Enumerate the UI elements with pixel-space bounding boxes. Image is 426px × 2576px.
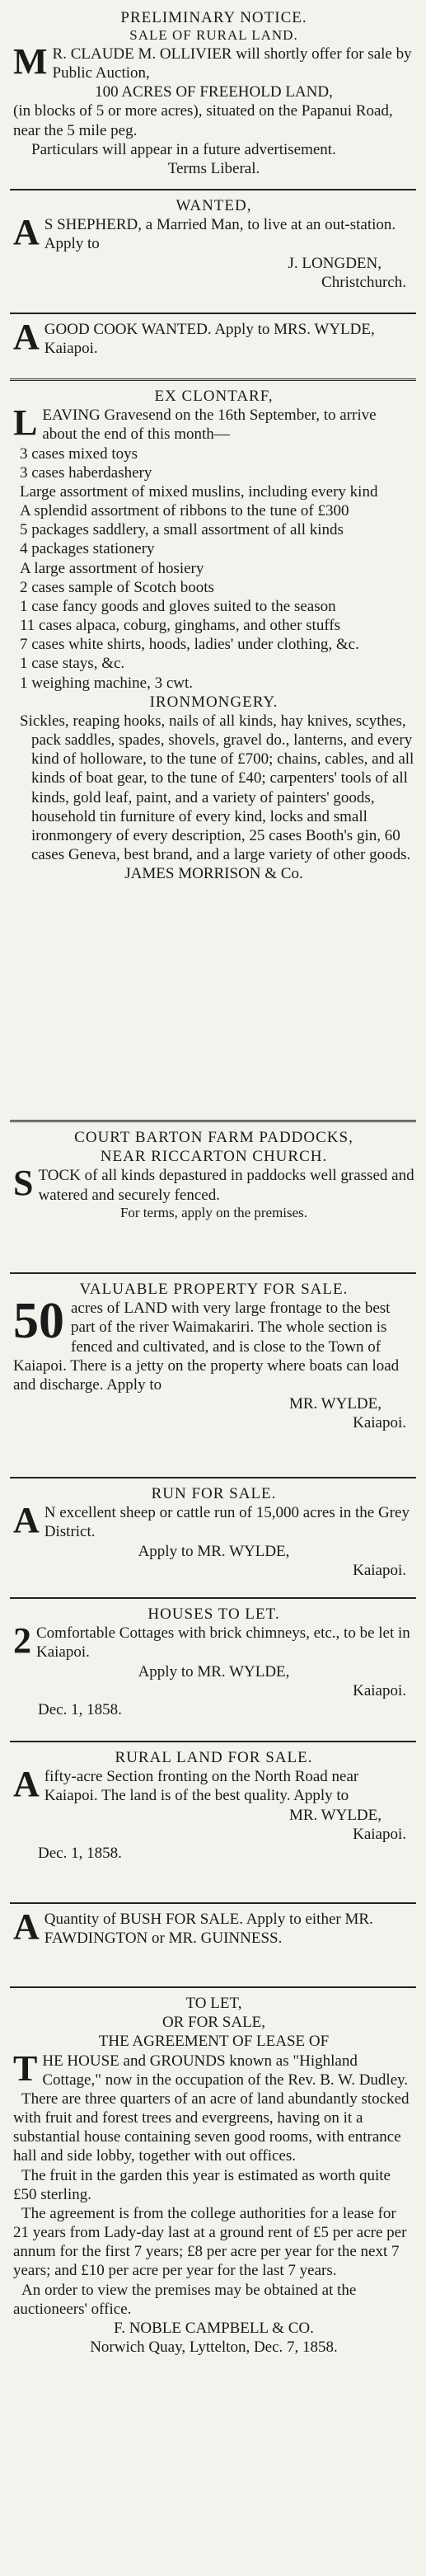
divider	[10, 378, 416, 381]
ad-paragraph: There are three quarters of an acre of land abundantly stocked with fruit and forest trees and evergreens, having on it a substantial house containing seven good rooms, with entrance hall and side lobby, together with out offices.	[13, 2089, 410, 2165]
list-item: 3 cases haberdashery	[20, 463, 152, 482]
ad-title: RUN FOR SALE.	[151, 1485, 277, 1502]
list-item: 5 packages saddlery, a small assortment of all kinds	[20, 521, 344, 539]
list-item: 11 cases alpaca, coburg, ginghams, and other stuffs	[20, 617, 341, 635]
ad-body: acres of LAND with very large frontage to the best part of the river Waimakariri. The whole section is fenced and cultivated, and is close to the Town of Kaiapoi. There is a jetty on the property where boats can load and discharge. Apply to	[13, 1300, 400, 1394]
divider	[10, 189, 416, 190]
divider	[10, 1741, 416, 1742]
ad-body: EAVING Gravesend on the 16th September, to arrive about the end of this month—	[42, 407, 377, 444]
ad-title: PRELIMINARY NOTICE.	[120, 9, 307, 26]
ad-valuable-property	[8, 1276, 418, 1474]
ad-body-3: Particulars will appear in a future advertisement.	[31, 140, 336, 158]
ad-place: Kaiapoi.	[353, 1561, 406, 1579]
ad-body: HE HOUSE and GROUNDS known as "Highland Cottage," now in the occupation of the Rev. B. W. Dudley.	[42, 2052, 409, 2089]
list-item: 1 case fancy goods and gloves suited to the season	[20, 597, 336, 615]
divider	[10, 1272, 416, 1274]
ad-date: Dec. 1, 1858.	[38, 1844, 122, 1862]
ad-body: S SHEPHERD, a Married Man, to live at an out-station. Apply to	[44, 216, 396, 253]
ad-lease-highland-cottage	[8, 1991, 418, 2362]
section-heading: IRONMONGERY.	[149, 693, 279, 711]
ad-paragraph: The agreement is from the college authorities for a lease for 21 years from Lady-day last at a ground rent of £5 per acre per annum for the first 7 years; £8 per acre per year for the next 7 years; and £10 per acre per year for the last 7 years.	[13, 2204, 407, 2280]
ad-run-for-sale	[8, 1481, 418, 1595]
ad-subtitle: NEAR RICCARTON CHURCH.	[100, 1148, 328, 1166]
ad-body: GOOD COOK WANTED. Apply to MRS. WYLDE, Kaiapoi.	[44, 321, 375, 358]
list-item: Large assortment of mixed muslins, including every kind	[20, 482, 378, 501]
divider	[10, 1986, 416, 1988]
drop-cap: M	[13, 40, 48, 82]
ad-signer: F. NOBLE CAMPBELL & CO.	[114, 2319, 314, 2337]
drop-cap: L	[13, 402, 38, 444]
list-item: 1 weighing machine, 3 cwt.	[20, 674, 194, 692]
drop-cap: A	[13, 1906, 40, 1947]
ad-title-3: THE AGREEMENT OF LEASE OF	[98, 2033, 330, 2051]
ad-title: EX CLONTARF,	[154, 388, 274, 405]
ad-address: Norwich Quay, Lyttelton, Dec. 7, 1858.	[90, 2339, 338, 2357]
newspaper-column	[8, 0, 418, 2362]
ad-body: fifty-acre Section fronting on the North Road near Kaiapoi. The land is of the best quality. Apply to	[44, 1768, 359, 1805]
ad-signer: MR. WYLDE,	[288, 1806, 382, 1824]
ad-body: Comfortable Cottages with brick chimneys, etc., to be let in Kaiapoi.	[36, 1624, 410, 1662]
ad-ex-clontarf	[8, 383, 418, 1117]
list-item: 2 cases sample of Scotch boots	[20, 578, 214, 596]
list-item: A splendid assortment of ribbons to the tune of £300	[20, 502, 349, 520]
drop-cap: T	[13, 2047, 38, 2089]
ad-rural-land	[8, 1745, 418, 1900]
ad-date: Dec. 1, 1858.	[38, 1700, 122, 1718]
ad-apply: Apply to MR. WYLDE,	[138, 1542, 290, 1560]
ad-title: WANTED,	[176, 197, 252, 214]
ad-title: COURT BARTON FARM PADDOCKS,	[74, 1129, 353, 1146]
ad-terms: For terms, apply on the premises.	[119, 1204, 308, 1220]
list-item: 7 cases white shirts, hoods, ladies' under clothing, &c.	[20, 636, 359, 654]
ad-bush-for-sale	[8, 1906, 418, 1984]
ad-place: Kaiapoi.	[353, 1825, 406, 1843]
ad-houses-to-let	[8, 1601, 418, 1738]
ad-signer: JAMES MORRISON & Co.	[124, 865, 303, 883]
ad-signer: J. LONGDEN,	[288, 254, 382, 272]
ad-apply: Apply to MR. WYLDE,	[138, 1662, 290, 1681]
ad-body: Quantity of BUSH FOR SALE. Apply to either MR. FAWDINGTON or MR. GUINNESS.	[44, 1911, 373, 1948]
ad-terms: Terms Liberal.	[167, 159, 260, 177]
drop-cap: A	[13, 212, 40, 253]
ad-title-2: OR FOR SALE,	[162, 2014, 266, 2032]
divider	[10, 313, 416, 314]
drop-cap: A	[13, 1500, 40, 1541]
drop-cap: A	[13, 317, 40, 357]
list-item: 4 packages stationery	[20, 540, 155, 558]
ad-good-cook	[8, 317, 418, 376]
ad-subtitle: SALE OF RURAL LAND.	[129, 27, 298, 44]
list-item: A large assortment of hosiery	[20, 559, 204, 577]
drop-cap: 2	[13, 1620, 31, 1662]
divider	[10, 1597, 416, 1599]
ad-title: RURAL LAND FOR SALE.	[115, 1749, 313, 1766]
ad-wanted-shepherd	[8, 193, 418, 310]
list-item: 1 case stays, &c.	[20, 655, 125, 673]
divider	[10, 1477, 416, 1478]
ad-paragraph: The fruit in the garden this year is estimated as worth quite £50 sterling.	[13, 2166, 391, 2203]
ad-place: Kaiapoi.	[353, 1681, 406, 1699]
ad-paragraph: An order to view the premises may be obtained at the auctioneers' office.	[13, 2281, 357, 2318]
ad-place: Christchurch.	[321, 273, 406, 291]
ironmongery-text: Sickles, reaping hooks, nails of all kinds, hay knives, scythes, pack saddles, spades, shovels, gravel do., lanterns, and every kind of holloware, to the tune of £700; chains, cables, and all kinds of boat gear, to the tune of £40; carpenters' tools of all kinds, gold leaf, paint, and a variety of painters' goods, household tin furniture of every kind, locks and small ironmongery of every description, 25 cases Booth's gin, 60 cases Geneva, best brand, and a large variety of other goods.	[20, 712, 414, 864]
drop-cap: A	[13, 1764, 40, 1805]
ad-title: HOUSES TO LET.	[147, 1605, 280, 1623]
ad-body-2: (in blocks of 5 or more acres), situated on the Papanui Road, near the 5 mile peg.	[13, 102, 393, 139]
ad-body: N excellent sheep or cattle run of 15,000 acres in the Grey District.	[44, 1504, 410, 1541]
divider	[10, 1902, 416, 1904]
ad-place: Kaiapoi.	[353, 1414, 406, 1432]
divider	[10, 1120, 416, 1122]
ad-body: R. CLAUDE M. OLLIVIER will shortly offer for sale by Public Auction,	[52, 45, 412, 82]
ad-signer: MR. WYLDE,	[288, 1395, 382, 1413]
drop-cap: S	[13, 1163, 34, 1204]
list-item: 3 cases mixed toys	[20, 444, 138, 463]
goods-list	[13, 444, 414, 693]
ad-title: TO LET,	[185, 1995, 242, 2012]
ad-title: VALUABLE PROPERTY FOR SALE.	[79, 1281, 349, 1298]
ad-headline: 100 ACRES OF FREEHOLD LAND,	[95, 83, 333, 101]
ad-court-barton	[8, 1125, 418, 1270]
ad-preliminary-notice	[8, 5, 418, 186]
drop-number: 50	[13, 1293, 64, 1350]
ad-body: TOCK of all kinds depastured in paddocks well grassed and watered and securely fenced.	[38, 1167, 414, 1204]
